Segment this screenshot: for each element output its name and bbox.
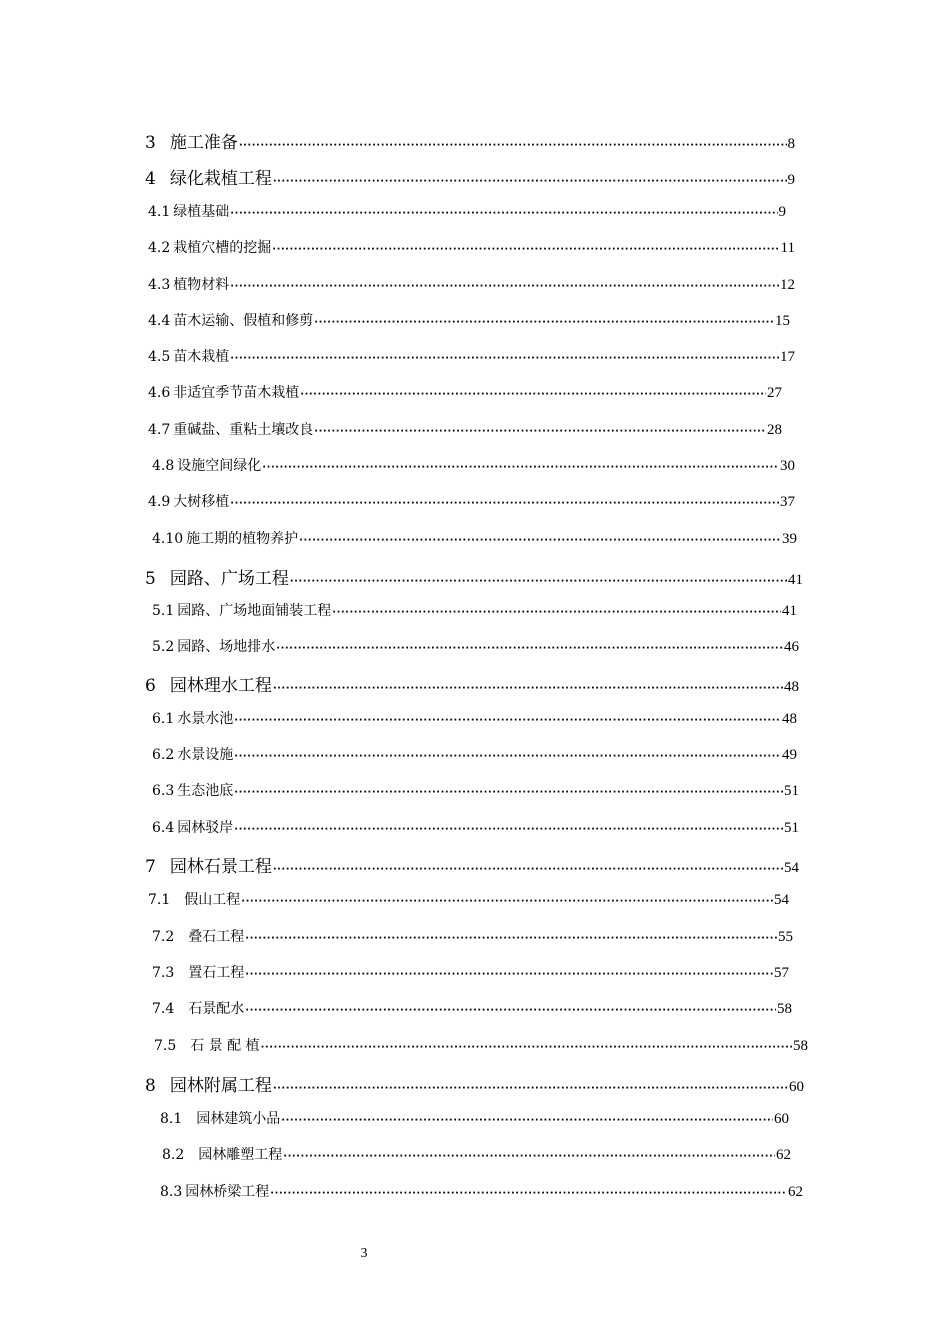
toc-entry-number: 6.1 xyxy=(152,711,175,727)
toc-entry-number: 5.2 xyxy=(152,639,175,655)
toc-entry-title: 园林建筑小品 xyxy=(196,1111,281,1127)
toc-dot-leader xyxy=(234,824,783,835)
toc-entry[interactable] xyxy=(162,1144,791,1168)
toc-entry-page: 41 xyxy=(782,603,797,619)
toc-entry[interactable] xyxy=(152,998,792,1022)
toc-entry-number: 5 xyxy=(145,569,156,588)
toc-entry-title: 园路、广场地面铺装工程 xyxy=(177,603,332,619)
toc-entry-title: 苗木栽植 xyxy=(173,349,230,365)
toc-entry[interactable] xyxy=(152,962,789,986)
toc-entry[interactable] xyxy=(152,926,793,950)
toc-dot-leader xyxy=(230,498,779,509)
toc-dot-leader xyxy=(273,864,783,875)
toc-entry-page: 57 xyxy=(774,965,789,981)
toc-dot-leader xyxy=(245,933,777,944)
toc-entry-number: 4.3 xyxy=(148,277,171,293)
toc-entry-title: 园林雕塑工程 xyxy=(198,1147,283,1163)
toc-entry[interactable] xyxy=(152,817,799,841)
toc-entry-title: 施工准备 xyxy=(169,133,238,152)
toc-entry-page: 30 xyxy=(780,458,795,474)
toc-entry[interactable] xyxy=(145,671,799,695)
toc-entry[interactable] xyxy=(160,1108,789,1132)
toc-dot-leader xyxy=(300,389,766,400)
toc-entry[interactable] xyxy=(152,780,799,804)
toc-dot-leader xyxy=(234,751,781,762)
toc-entry-title: 非适宜季节苗木栽植 xyxy=(173,385,300,401)
toc-dot-leader xyxy=(314,317,774,328)
toc-entry[interactable] xyxy=(148,889,789,913)
toc-dot-leader xyxy=(272,244,779,255)
toc-entry-page: 58 xyxy=(777,1001,792,1017)
toc-entry[interactable] xyxy=(152,455,795,479)
toc-entry[interactable] xyxy=(145,128,795,152)
toc-entry-page: 60 xyxy=(789,1079,804,1095)
toc-entry-number: 4 xyxy=(145,169,156,188)
toc-dot-leader xyxy=(245,1005,776,1016)
toc-dot-leader xyxy=(281,1115,773,1126)
toc-entry-page: 62 xyxy=(776,1147,791,1163)
toc-entry-page: 60 xyxy=(774,1111,789,1127)
toc-entry-page: 41 xyxy=(788,572,803,588)
toc-entry-page: 17 xyxy=(780,349,795,365)
toc-entry[interactable] xyxy=(145,564,803,588)
toc-entry-number: 7.2 xyxy=(152,929,175,945)
toc-entry-number: 4.8 xyxy=(152,458,175,474)
toc-entry-title: 水景设施 xyxy=(177,747,234,763)
toc-dot-leader xyxy=(261,1042,792,1053)
toc-dot-leader xyxy=(262,462,779,473)
toc-entry-number: 3 xyxy=(145,133,156,152)
toc-entry-number: 6.3 xyxy=(152,783,175,799)
toc-dot-leader xyxy=(234,715,781,726)
toc-dot-leader xyxy=(270,1188,787,1199)
toc-dot-leader xyxy=(234,787,783,798)
toc-entry-title: 园路、场地排水 xyxy=(177,639,276,655)
toc-entry[interactable] xyxy=(154,1035,808,1059)
toc-dot-leader xyxy=(276,643,783,654)
toc-entry[interactable] xyxy=(160,1181,803,1205)
toc-entry-page: 9 xyxy=(778,204,786,220)
toc-entry[interactable] xyxy=(148,310,790,334)
toc-dot-leader xyxy=(241,896,773,907)
toc-entry-page: 54 xyxy=(784,860,799,876)
toc-entry[interactable] xyxy=(145,1071,804,1095)
toc-entry-title: 大树移植 xyxy=(173,494,230,510)
toc-entry-number: 7.4 xyxy=(152,1001,175,1017)
toc-entry-number: 7 xyxy=(145,857,156,876)
toc-entry[interactable] xyxy=(148,419,782,443)
toc-entry-title: 石 景 配 植 xyxy=(190,1038,260,1054)
toc-dot-leader xyxy=(314,426,766,437)
toc-entry-number: 8.2 xyxy=(162,1147,185,1163)
toc-entry[interactable] xyxy=(148,274,795,298)
toc-entry-title: 绿植基础 xyxy=(173,204,230,220)
toc-entry-page: 49 xyxy=(782,747,797,763)
toc-entry-page: 48 xyxy=(782,711,797,727)
toc-entry-title: 假山工程 xyxy=(184,892,241,908)
toc-entry-page: 51 xyxy=(784,783,799,799)
toc-entry-page: 48 xyxy=(784,679,799,695)
toc-dot-leader xyxy=(239,140,787,151)
toc-entry-page: 54 xyxy=(774,892,789,908)
toc-entry[interactable] xyxy=(152,708,797,732)
toc-dot-leader xyxy=(230,353,779,364)
toc-entry-title: 石景配水 xyxy=(188,1001,245,1017)
toc-entry-number: 6.2 xyxy=(152,747,175,763)
toc-entry-number: 4.6 xyxy=(148,385,171,401)
toc-entry-number: 7.3 xyxy=(152,965,175,981)
toc-entry[interactable] xyxy=(148,346,795,370)
toc-entry-page: 12 xyxy=(780,277,795,293)
toc-entry-number: 7.5 xyxy=(154,1038,177,1054)
toc-entry-number: 6 xyxy=(145,676,156,695)
toc-dot-leader xyxy=(245,969,773,980)
toc-entry-number: 7.1 xyxy=(148,892,171,908)
toc-entry-number: 4.4 xyxy=(148,313,171,329)
toc-entry-title: 植物材料 xyxy=(173,277,230,293)
toc-entry-number: 8.3 xyxy=(160,1184,183,1200)
toc-entry-number: 4.1 xyxy=(148,204,171,220)
toc-entry-number: 4.7 xyxy=(148,422,171,438)
toc-entry[interactable] xyxy=(148,237,795,261)
toc-entry-title: 栽植穴槽的挖掘 xyxy=(173,240,272,256)
toc-dot-leader xyxy=(283,1151,775,1162)
toc-entry-page: 39 xyxy=(782,531,797,547)
toc-entry-number: 8 xyxy=(145,1076,156,1095)
toc-entry-number: 4.10 xyxy=(152,531,184,547)
toc-entry-title: 生态池底 xyxy=(177,783,234,799)
toc-entry[interactable] xyxy=(145,852,799,876)
toc-entry-title: 园林石景工程 xyxy=(169,857,272,876)
toc-entry[interactable] xyxy=(152,528,797,552)
toc-entry-title: 置石工程 xyxy=(188,965,245,981)
page-number: 3 xyxy=(360,1246,368,1261)
toc-entry-number: 8.1 xyxy=(160,1111,183,1127)
toc-dot-leader xyxy=(332,607,781,618)
toc-entry-number: 4.9 xyxy=(148,494,171,510)
toc-entry-title: 重碱盐、重粘土壤改良 xyxy=(173,422,314,438)
toc-entry[interactable] xyxy=(148,201,786,225)
toc-entry-number: 4.2 xyxy=(148,240,171,256)
toc-dot-leader xyxy=(273,683,783,694)
toc-entry-page: 46 xyxy=(784,639,799,655)
toc-dot-leader xyxy=(299,535,781,546)
toc-entry-title: 园路、广场工程 xyxy=(169,569,289,588)
toc-entry-title: 施工期的植物养护 xyxy=(186,531,299,547)
toc-entry-page: 9 xyxy=(787,172,795,188)
toc-entry-title: 园林驳岸 xyxy=(177,820,234,836)
toc-entry-page: 15 xyxy=(775,313,790,329)
toc-entry-title: 绿化栽植工程 xyxy=(169,169,272,188)
toc-entry-title: 苗木运输、假植和修剪 xyxy=(173,313,314,329)
toc-entry-page: 37 xyxy=(780,494,795,510)
toc-entry-page: 8 xyxy=(787,136,795,152)
toc-entry[interactable] xyxy=(148,491,795,515)
toc-entry-title: 叠石工程 xyxy=(188,929,245,945)
toc-entry-page: 62 xyxy=(788,1184,803,1200)
toc-entry-title: 园林桥梁工程 xyxy=(185,1184,270,1200)
toc-entry-number: 6.4 xyxy=(152,820,175,836)
toc-entry-title: 园林附属工程 xyxy=(169,1076,272,1095)
toc-entry-title: 水景水池 xyxy=(177,711,234,727)
toc-entry-number: 4.5 xyxy=(148,349,171,365)
toc-entry[interactable] xyxy=(145,164,795,188)
toc-entry[interactable] xyxy=(152,636,799,660)
toc-entry-page: 27 xyxy=(767,385,782,401)
toc-entry-title: 设施空间绿化 xyxy=(177,458,262,474)
toc-entry-page: 11 xyxy=(780,240,795,256)
toc-entry-page: 58 xyxy=(793,1038,808,1054)
toc-entry-number: 5.1 xyxy=(152,603,175,619)
toc-dot-leader xyxy=(230,208,777,219)
toc-entry[interactable] xyxy=(148,382,782,406)
toc-entry-page: 51 xyxy=(784,820,799,836)
toc-dot-leader xyxy=(290,576,787,587)
toc-entry[interactable] xyxy=(152,744,797,768)
toc-entry-title: 园林理水工程 xyxy=(169,676,272,695)
toc-entry-page: 28 xyxy=(767,422,782,438)
toc-dot-leader xyxy=(273,176,787,187)
toc-dot-leader xyxy=(230,281,779,292)
toc-dot-leader xyxy=(273,1083,788,1094)
toc-entry[interactable] xyxy=(152,600,797,624)
toc-entry-page: 55 xyxy=(778,929,793,945)
